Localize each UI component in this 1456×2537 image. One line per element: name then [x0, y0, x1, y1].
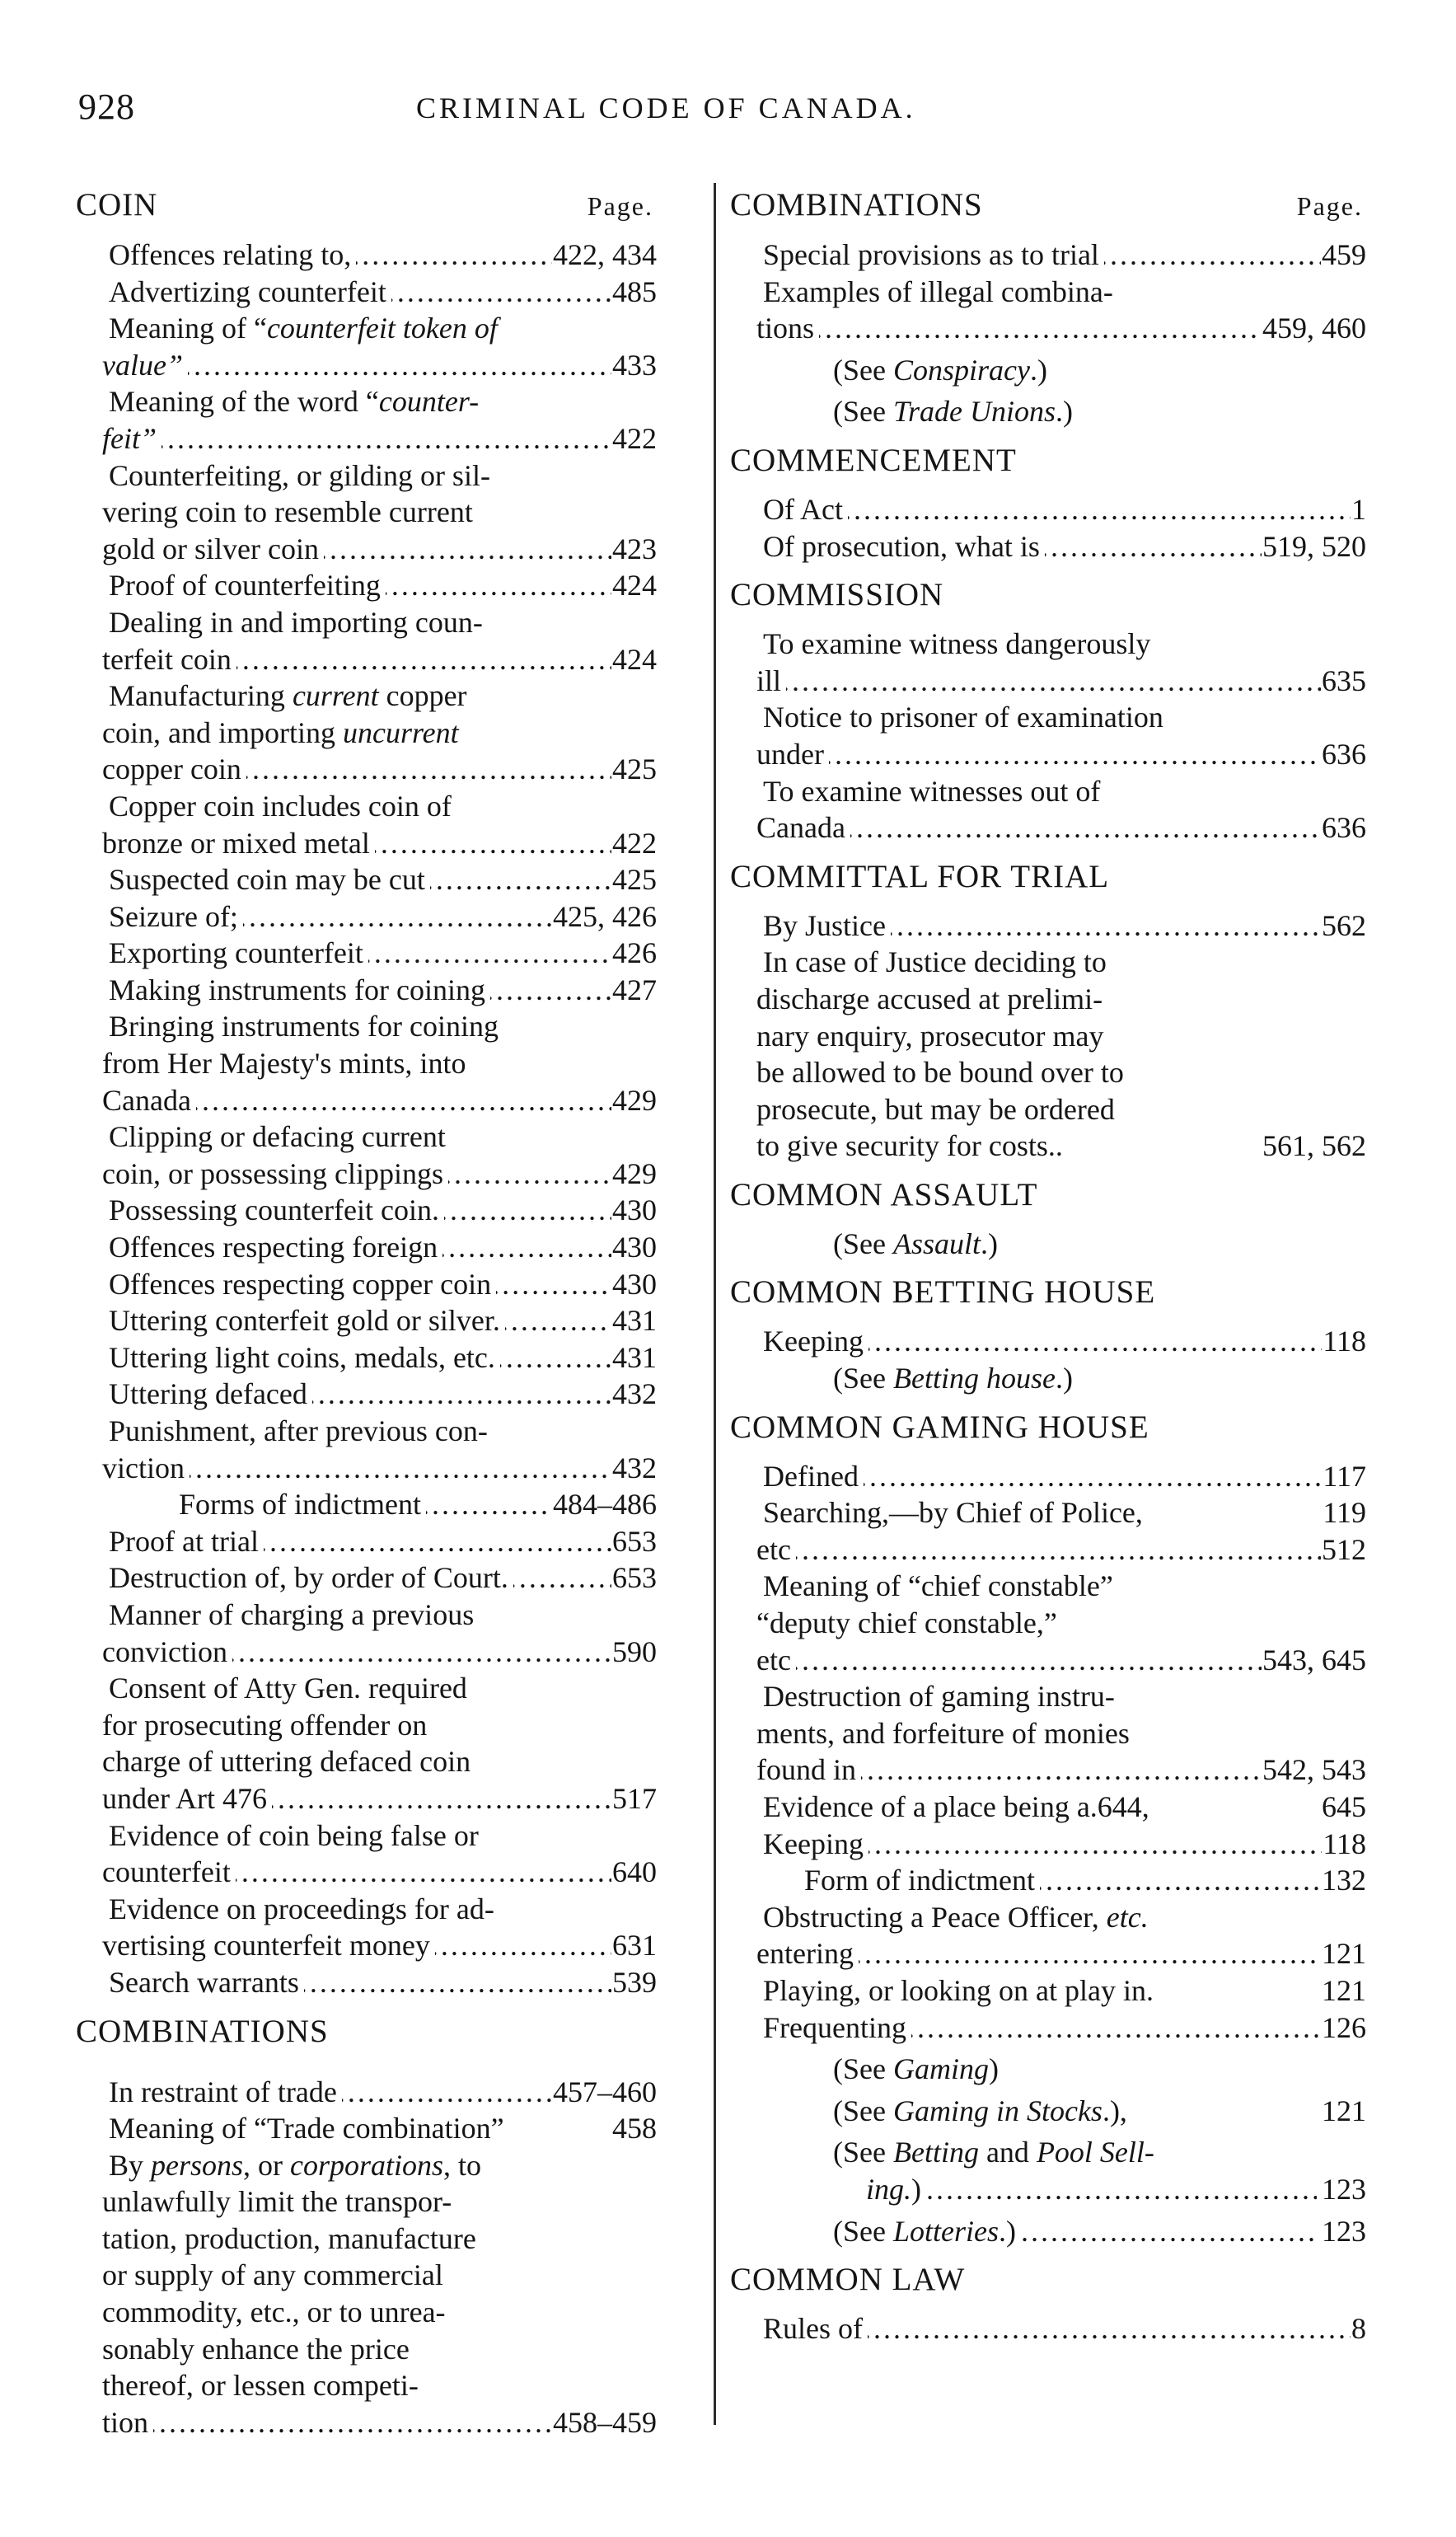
index-entry: Meaning of the word “counter- — [109, 385, 480, 419]
index-entry: Frequenting ..... 126 — [730, 2009, 1366, 2047]
index-entry-cont: under Art 476 ..... 517 — [76, 1780, 657, 1817]
index-entry: Obstructing a Peace Officer, etc. — [763, 1900, 1149, 1934]
page-label: Page. — [1296, 191, 1363, 221]
index-entry-cont: prosecute, but may be ordered — [756, 1092, 1115, 1126]
index-entry: Meaning of “Trade combination” 458 — [109, 2112, 657, 2145]
index-entry: Manner of charging a previous — [109, 1597, 475, 1631]
index-entry: Proof at trial ..... 653 — [76, 1523, 657, 1560]
see-reference: (See Lotteries.) ..... 123 — [730, 2213, 1366, 2250]
index-entry: Seizure of; ..... 425, 426 — [76, 898, 657, 936]
see-reference: (See Assault.) — [833, 1226, 998, 1260]
index-entry: Suspected coin may be cut ..... 425 — [76, 861, 657, 898]
index-entry-cont: be allowed to be bound over to — [756, 1056, 1124, 1090]
index-entry: Evidence of a place being a.644, 645 — [763, 1790, 1366, 1823]
running-title: CRIMINAL CODE OF CANADA. — [416, 91, 916, 124]
index-entry-cont: nary enquiry, prosecutor may — [756, 1019, 1104, 1053]
index-entry-cont: conviction ..... 590 — [76, 1634, 657, 1671]
column-divider — [714, 183, 716, 2425]
index-entry: Uttering defaced ..... 432 — [76, 1376, 657, 1413]
index-entry: Of Act ..... 1 — [730, 491, 1366, 528]
index-entry: Making instruments for coining ..... 427 — [76, 972, 657, 1009]
page-label: Page. — [587, 191, 653, 221]
page-header — [78, 86, 1397, 143]
see-reference: (See Gaming in Stocks.), 121 — [833, 2094, 1366, 2127]
index-entry-cont: from Her Majesty's mints, into — [102, 1047, 466, 1081]
index-entry: Destruction of gaming instru- — [763, 1680, 1115, 1714]
index-entry: Examples of illegal combina- — [763, 274, 1113, 308]
index-entry: Manufacturing current copper — [109, 679, 467, 713]
index-entry: By Justice ..... 562 — [730, 907, 1366, 945]
heading-text: COMBINATIONS — [76, 2013, 329, 2049]
index-entry: Punishment, after previous con- — [109, 1414, 488, 1447]
index-entry: Dealing in and importing coun- — [109, 605, 483, 639]
section-heading-gaming-house: COMMON GAMING HOUSE — [730, 1409, 1149, 1445]
section-heading-coin — [76, 186, 657, 225]
index-entry-cont: vertising counterfeit money ..... 631 — [76, 1927, 657, 1964]
index-entry: Search warrants ..... 539 — [76, 1964, 657, 2001]
see-reference: (See Gaming) — [833, 2052, 999, 2086]
index-entry: Destruction of, by order of Court. ..... 653 — [76, 1559, 657, 1597]
index-entry-cont: etc ..... 512 — [730, 1531, 1366, 1569]
index-entry-cont: viction ..... 432 — [76, 1450, 657, 1487]
index-entry-cont: sonably enhance the price — [102, 2332, 410, 2366]
see-reference: (See Betting and Pool Sell- — [833, 2136, 1154, 2169]
index-entry-cont: entering ..... 121 — [730, 1935, 1366, 1972]
section-heading-common-assault: COMMON ASSAULT — [730, 1176, 1038, 1212]
see-reference: (See Betting house.) — [833, 1362, 1073, 1395]
index-entry: Playing, or looking on at play in. 121 — [763, 1973, 1366, 2007]
index-entry-cont: value” ..... 433 — [76, 347, 657, 384]
index-entry: Offences respecting copper coin ..... 430 — [76, 1266, 657, 1303]
index-entry: Evidence on proceedings for ad- — [109, 1892, 494, 1925]
index-entry-cont: bronze or mixed metal ..... 422 — [76, 825, 657, 862]
index-entry-cont: found in ..... 542, 543 — [730, 1752, 1366, 1789]
index-entry: In restraint of trade ..... 457–460 — [76, 2074, 657, 2111]
index-entry-cont: copper coin ..... 425 — [76, 751, 657, 788]
index-entry-cont: Canada ..... 429 — [76, 1082, 657, 1119]
see-reference-cont: ing.) ..... 123 — [730, 2171, 1366, 2208]
index-entry-cont: vering coin to resemble current — [102, 495, 473, 529]
index-entry-cont: to give security for costs.. 561, 562 — [756, 1129, 1366, 1163]
heading-text: COMBINATIONS — [730, 187, 983, 223]
index-entry-cont: tation, production, manufacture — [102, 2221, 476, 2255]
index-entry-cont: etc ..... 543, 645 — [730, 1642, 1366, 1679]
index-entry: Evidence of coin being false or — [109, 1818, 479, 1852]
index-entry: Of prosecution, what is ..... 519, 520 — [730, 528, 1366, 565]
index-entry-cont: terfeit coin ..... 424 — [76, 641, 657, 678]
section-heading-common-law: COMMON LAW — [730, 2262, 966, 2298]
index-entry: Searching,—by Chief of Police, 119 — [763, 1496, 1366, 1530]
index-entry: Bringing instruments for coining — [109, 1010, 499, 1043]
index-entry: Clipping or defacing current — [109, 1120, 446, 1154]
index-entry: Possessing counterfeit coin. ..... 430 — [76, 1192, 657, 1229]
index-entry-cont: tions ..... 459, 460 — [730, 310, 1366, 347]
index-entry: Defined ..... 117 — [730, 1458, 1366, 1495]
right-column — [730, 186, 1366, 2347]
index-entry-cont: feit” ..... 422 — [76, 420, 657, 457]
index-entry-cont: gold or silver coin ..... 423 — [76, 531, 657, 568]
heading-text: COIN — [76, 187, 158, 223]
index-entry: Consent of Atty Gen. required — [109, 1672, 467, 1705]
index-entry-cont: ments, and forfeiture of monies — [756, 1716, 1130, 1750]
index-entry: Offences relating to, ..... 422, 434 — [76, 237, 657, 274]
index-entry: In case of Justice deciding to — [763, 945, 1107, 979]
section-heading-committal: COMMITTAL FOR TRIAL — [730, 858, 1110, 894]
index-entry: Uttering conterfeit gold or silver. ..... 431 — [76, 1302, 657, 1339]
section-heading-combinations-cont — [730, 186, 1366, 225]
index-entry: Meaning of “chief constable” — [763, 1569, 1113, 1603]
index-entry-cont: ill ..... 635 — [730, 663, 1366, 700]
index-entry-cont: counterfeit ..... 640 — [76, 1854, 657, 1891]
page-number: 928 — [78, 87, 135, 127]
index-entry: Offences respecting foreign ..... 430 — [76, 1229, 657, 1266]
index-entry-cont: coin, and importing uncurrent — [102, 715, 459, 749]
index-entry-cont: unlawfully limit the transpor- — [102, 2185, 452, 2219]
index-entry: Special provisions as to trial ..... 459 — [730, 237, 1366, 274]
index-entry-cont: for prosecuting offender on — [102, 1708, 428, 1742]
index-entry: Exporting counterfeit ..... 426 — [76, 935, 657, 972]
index-entry: Keeping ..... 118 — [730, 1826, 1366, 1863]
index-entry: To examine witnesses out of — [763, 774, 1101, 808]
index-entry-cont: Canada ..... 636 — [730, 809, 1366, 846]
index-entry: Uttering light coins, medals, etc. ..... 431 — [76, 1339, 657, 1376]
index-entry-cont: tion ..... 458–459 — [76, 2404, 657, 2441]
index-entry-cont: commodity, etc., or to unrea- — [102, 2295, 446, 2329]
index-subentry: Forms of indictment ..... 484–486 — [76, 1486, 657, 1523]
index-entry-cont: charge of uttering defaced coin — [102, 1745, 471, 1779]
index-entry: By persons, or corporations, to — [109, 2148, 482, 2182]
index-entry: To examine witness dangerously — [763, 627, 1151, 661]
index-entry: Meaning of “counterfeit token of — [109, 312, 498, 345]
index-entry: Proof of counterfeiting ..... 424 — [76, 567, 657, 604]
index-subentry: Form of indictment ..... 132 — [730, 1862, 1366, 1899]
index-entry: Rules of ..... 8 — [730, 2310, 1366, 2347]
index-entry: Keeping ..... 118 — [730, 1323, 1366, 1360]
see-reference: (See Trade Unions.) — [833, 395, 1074, 429]
index-entry-cont: or supply of any commercial — [102, 2258, 443, 2292]
index-entry-cont: under ..... 636 — [730, 736, 1366, 773]
left-column — [76, 186, 657, 2441]
index-entry: Counterfeiting, or gilding or sil- — [109, 458, 490, 492]
index-entry-cont: coin, or possessing clippings ..... 429 — [76, 1156, 657, 1193]
index-entry: Advertizing counterfeit ..... 485 — [76, 274, 657, 311]
section-heading-commencement: COMMENCEMENT — [730, 442, 1017, 478]
index-entry-cont: thereof, or lessen competi- — [102, 2369, 419, 2403]
index-entry-cont: discharge accused at prelimi- — [756, 982, 1103, 1015]
section-heading-betting-house: COMMON BETTING HOUSE — [730, 1274, 1156, 1311]
index-entry-cont: “deputy chief constable,” — [756, 1606, 1057, 1640]
index-entry: Notice to prisoner of examination — [763, 701, 1163, 734]
section-heading-combinations — [76, 2013, 657, 2051]
see-reference: (See Conspiracy.) — [833, 353, 1047, 387]
section-heading-commission: COMMISSION — [730, 577, 944, 613]
index-entry: Copper coin includes coin of — [109, 789, 452, 823]
